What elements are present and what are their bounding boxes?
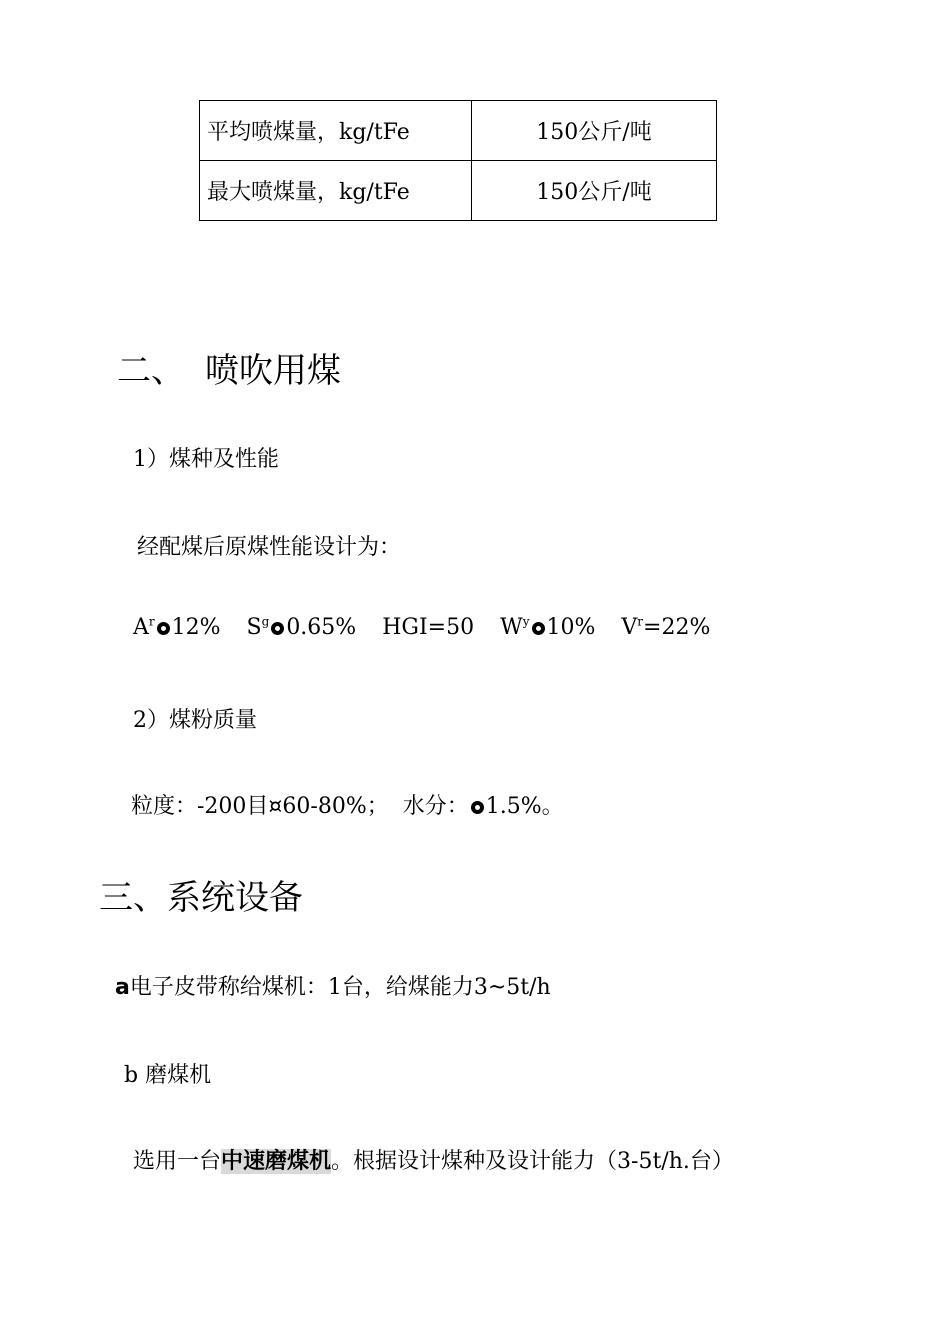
spec-table	[199, 100, 717, 221]
bullet-circle-icon	[471, 801, 484, 814]
section2-heading	[117, 343, 341, 392]
item-a-letter: a	[115, 975, 130, 1000]
section2-heading-number: 二、	[117, 351, 185, 391]
prop-w-value: 10%	[546, 615, 596, 640]
selection-suffix: 。根据设计煤种及设计能力（3-5t/h.台）	[331, 1149, 734, 1174]
prop-hgi: HGI=50	[382, 615, 475, 640]
bullet-circle-icon	[157, 622, 170, 635]
prop-w-symbol: W	[500, 615, 523, 640]
bullet-circle-icon	[532, 622, 545, 635]
prop-a-superscript: r	[148, 614, 155, 629]
item-b-line: b 磨煤机	[124, 1063, 212, 1088]
prop-w-superscript: y	[522, 614, 530, 629]
prop-a-symbol: A	[133, 615, 149, 640]
highlighted-equipment-name: 中速磨煤机	[221, 1149, 332, 1174]
quality-line	[131, 789, 564, 820]
coal-properties-line	[133, 615, 710, 640]
table-cell-label: 最大喷煤量，kg/tFe	[200, 161, 472, 221]
selection-prefix: 选用一台	[133, 1149, 222, 1174]
prop-v-superscript: r	[637, 614, 644, 629]
prop-a-value: 12%	[171, 615, 221, 640]
moisture-value: 1.5%。	[485, 794, 564, 819]
item-a-text: 电子皮带称给煤机：1台，给煤能力3~5t/h	[129, 975, 551, 1000]
item-a-line	[115, 970, 551, 1001]
particle-size-text: 粒度：-200目¤60-80%；	[131, 794, 389, 819]
table-row	[200, 101, 717, 161]
bullet-circle-icon	[271, 622, 284, 635]
table-cell-value: 150公斤/吨	[472, 101, 717, 161]
prop-s-symbol: S	[246, 615, 262, 640]
selection-line	[133, 1144, 734, 1175]
table-row	[200, 161, 717, 221]
subheading-coal-quality: 2）煤粉质量	[133, 708, 257, 733]
table-cell-label: 平均喷煤量，kg/tFe	[200, 101, 472, 161]
prop-s-superscript: g	[261, 614, 270, 629]
section2-heading-text: 喷吹用煤	[205, 351, 341, 391]
subheading-coal-type: 1）煤种及性能	[133, 447, 279, 472]
intro-text: 经配煤后原煤性能设计为：	[137, 535, 402, 560]
prop-v-symbol: V	[621, 615, 638, 640]
prop-v-value: =22%	[643, 615, 711, 640]
section3-heading: 三、系统设备	[99, 878, 303, 918]
table-cell-value: 150公斤/吨	[472, 161, 717, 221]
moisture-label: 水分：	[402, 794, 469, 819]
prop-s-value: 0.65%	[286, 615, 357, 640]
